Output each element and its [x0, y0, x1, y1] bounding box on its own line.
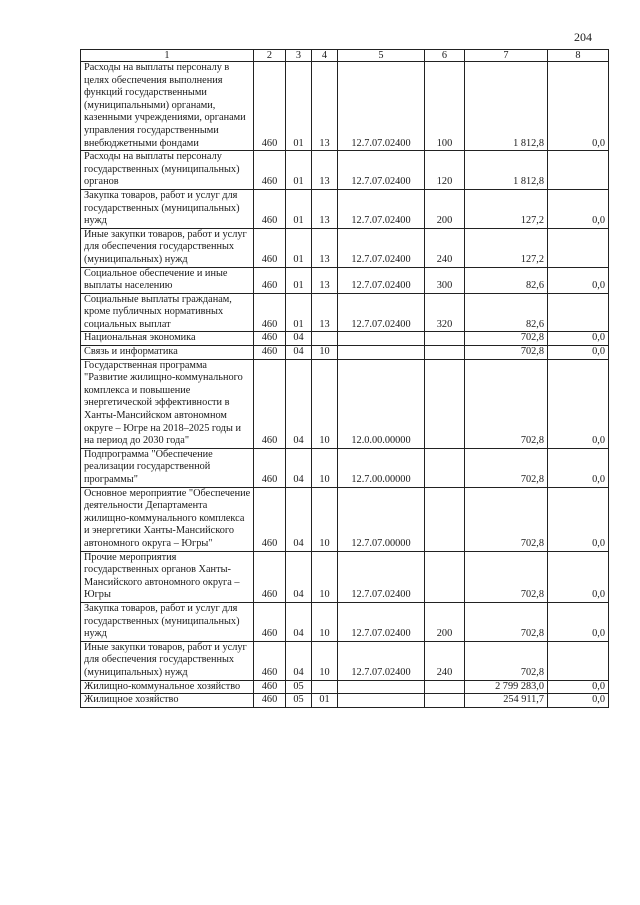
expense-type-code: [425, 448, 465, 487]
section-code: 01: [286, 267, 312, 293]
amount: 1 812,8: [465, 62, 548, 151]
grbs-code: 460: [254, 551, 286, 602]
expense-name: Государственная программа "Развитие жилищно-коммунального комплекса и повышение энергетической эффективности в Ханты-Мансийском автономном округе – Югре на 2018–2025 годы и на период до 2030 года": [81, 359, 254, 448]
table-row: [81, 487, 609, 551]
amount-change: [548, 228, 609, 267]
amount-change: 0,0: [548, 332, 609, 346]
section-code: 01: [286, 228, 312, 267]
amount: 82,6: [465, 267, 548, 293]
expense-name: Жилищно-коммунальное хозяйство: [81, 680, 254, 694]
target-article-code: [338, 680, 425, 694]
section-code: 01: [286, 62, 312, 151]
amount: 127,2: [465, 228, 548, 267]
column-header: 6: [425, 50, 465, 62]
target-article-code: 12.7.07.02400: [338, 228, 425, 267]
table-row: [81, 602, 609, 641]
section-code: 01: [286, 293, 312, 332]
grbs-code: 460: [254, 267, 286, 293]
subsection-code: [312, 332, 338, 346]
subsection-code: 13: [312, 267, 338, 293]
target-article-code: 12.7.07.02400: [338, 293, 425, 332]
expense-type-code: 300: [425, 267, 465, 293]
subsection-code: 10: [312, 448, 338, 487]
amount-change: 0,0: [548, 62, 609, 151]
amount: 254 911,7: [465, 694, 548, 708]
subsection-code: 10: [312, 359, 338, 448]
grbs-code: 460: [254, 293, 286, 332]
subsection-code: 13: [312, 293, 338, 332]
expense-name: Расходы на выплаты персоналу государственных (муниципальных) органов: [81, 151, 254, 190]
column-header: 8: [548, 50, 609, 62]
budget-table: [80, 49, 609, 708]
table-row: [81, 332, 609, 346]
amount: 702,8: [465, 602, 548, 641]
subsection-code: [312, 680, 338, 694]
subsection-code: 10: [312, 487, 338, 551]
column-header: 7: [465, 50, 548, 62]
expense-name: Социальное обеспечение и иные выплаты населению: [81, 267, 254, 293]
column-header: 4: [312, 50, 338, 62]
section-code: 04: [286, 487, 312, 551]
target-article-code: 12.0.00.00000: [338, 359, 425, 448]
table-row: [81, 151, 609, 190]
amount-change: 0,0: [548, 602, 609, 641]
expense-name: Подпрограмма "Обеспечение реализации государственной программы": [81, 448, 254, 487]
section-code: 01: [286, 189, 312, 228]
table-row: [81, 62, 609, 151]
expense-name: Закупка товаров, работ и услуг для государственных (муниципальных) нужд: [81, 189, 254, 228]
column-header: 3: [286, 50, 312, 62]
grbs-code: 460: [254, 332, 286, 346]
section-code: 04: [286, 551, 312, 602]
amount: 702,8: [465, 359, 548, 448]
table-row: [81, 293, 609, 332]
column-header: 1: [81, 50, 254, 62]
grbs-code: 460: [254, 346, 286, 360]
amount-change: [548, 641, 609, 680]
table-row: [81, 346, 609, 360]
table-row: [81, 189, 609, 228]
expense-type-code: [425, 359, 465, 448]
subsection-code: 13: [312, 151, 338, 190]
column-header: 2: [254, 50, 286, 62]
expense-name: Иные закупки товаров, работ и услуг для обеспечения государственных (муниципальных) нужд: [81, 641, 254, 680]
expense-type-code: [425, 332, 465, 346]
expense-type-code: 200: [425, 189, 465, 228]
subsection-code: 13: [312, 189, 338, 228]
expense-type-code: 100: [425, 62, 465, 151]
table-row: [81, 551, 609, 602]
target-article-code: 12.7.07.02400: [338, 62, 425, 151]
section-code: 04: [286, 602, 312, 641]
target-article-code: 12.7.07.00000: [338, 487, 425, 551]
table-row: [81, 228, 609, 267]
subsection-code: 10: [312, 551, 338, 602]
expense-type-code: 200: [425, 602, 465, 641]
target-article-code: 12.7.07.02400: [338, 551, 425, 602]
expense-type-code: [425, 487, 465, 551]
grbs-code: 460: [254, 694, 286, 708]
amount-change: 0,0: [548, 359, 609, 448]
expense-type-code: [425, 694, 465, 708]
section-code: 05: [286, 694, 312, 708]
subsection-code: 13: [312, 228, 338, 267]
subsection-code: 10: [312, 346, 338, 360]
target-article-code: [338, 346, 425, 360]
target-article-code: 12.7.07.02400: [338, 602, 425, 641]
expense-name: Расходы на выплаты персоналу в целях обеспечения выполнения функций государственными (муниципальными) органами, казенными учреждениями, органами управления государственными внебюджетными фондами: [81, 62, 254, 151]
table-row: [81, 359, 609, 448]
table-row: [81, 641, 609, 680]
section-code: 04: [286, 332, 312, 346]
column-header: 5: [338, 50, 425, 62]
expense-name: Основное мероприятие "Обеспечение деятельности Департамента жилищно-коммунального комплекса и энергетики Ханты-Мансийского автономного округа – Югры": [81, 487, 254, 551]
grbs-code: 460: [254, 641, 286, 680]
amount: 702,8: [465, 641, 548, 680]
amount: 702,8: [465, 487, 548, 551]
section-code: 04: [286, 641, 312, 680]
grbs-code: 460: [254, 189, 286, 228]
amount-change: 0,0: [548, 694, 609, 708]
grbs-code: 460: [254, 62, 286, 151]
amount: 702,8: [465, 551, 548, 602]
amount-change: [548, 151, 609, 190]
table-row: [81, 267, 609, 293]
expense-name: Закупка товаров, работ и услуг для государственных (муниципальных) нужд: [81, 602, 254, 641]
amount-change: 0,0: [548, 487, 609, 551]
amount: 2 799 283,0: [465, 680, 548, 694]
grbs-code: 460: [254, 602, 286, 641]
section-code: 04: [286, 448, 312, 487]
table-body: [81, 62, 609, 708]
amount-change: 0,0: [548, 346, 609, 360]
amount: 702,8: [465, 332, 548, 346]
subsection-code: 10: [312, 641, 338, 680]
amount-change: 0,0: [548, 189, 609, 228]
target-article-code: 12.7.07.02400: [338, 189, 425, 228]
amount: 127,2: [465, 189, 548, 228]
section-code: 05: [286, 680, 312, 694]
section-code: 04: [286, 346, 312, 360]
target-article-code: 12.7.07.02400: [338, 641, 425, 680]
expense-type-code: 120: [425, 151, 465, 190]
amount-change: 0,0: [548, 680, 609, 694]
section-code: 04: [286, 359, 312, 448]
expense-name: Прочие мероприятия государственных органов Ханты-Мансийского автономного округа – Югры: [81, 551, 254, 602]
amount-change: [548, 293, 609, 332]
amount-change: 0,0: [548, 448, 609, 487]
expense-name: Жилищное хозяйство: [81, 694, 254, 708]
expense-name: Социальные выплаты гражданам, кроме публичных нормативных социальных выплат: [81, 293, 254, 332]
amount-change: 0,0: [548, 267, 609, 293]
amount: 702,8: [465, 346, 548, 360]
page-number: 204: [574, 30, 592, 44]
expense-name: Иные закупки товаров, работ и услуг для обеспечения государственных (муниципальных) нужд: [81, 228, 254, 267]
subsection-code: 10: [312, 602, 338, 641]
amount: 1 812,8: [465, 151, 548, 190]
target-article-code: [338, 332, 425, 346]
expense-name: Связь и информатика: [81, 346, 254, 360]
target-article-code: 12.7.07.02400: [338, 267, 425, 293]
table-row: [81, 680, 609, 694]
subsection-code: 01: [312, 694, 338, 708]
section-code: 01: [286, 151, 312, 190]
target-article-code: 12.7.07.02400: [338, 151, 425, 190]
expense-type-code: 320: [425, 293, 465, 332]
grbs-code: 460: [254, 151, 286, 190]
expense-type-code: 240: [425, 641, 465, 680]
amount: 702,8: [465, 448, 548, 487]
grbs-code: 460: [254, 228, 286, 267]
expense-type-code: [425, 551, 465, 602]
amount-change: 0,0: [548, 551, 609, 602]
grbs-code: 460: [254, 680, 286, 694]
grbs-code: 460: [254, 448, 286, 487]
header-row: [81, 50, 609, 62]
target-article-code: [338, 694, 425, 708]
table-row: [81, 448, 609, 487]
expense-name: Национальная экономика: [81, 332, 254, 346]
grbs-code: 460: [254, 359, 286, 448]
table-row: [81, 694, 609, 708]
target-article-code: 12.7.00.00000: [338, 448, 425, 487]
expense-type-code: [425, 680, 465, 694]
grbs-code: 460: [254, 487, 286, 551]
amount: 82,6: [465, 293, 548, 332]
expense-type-code: 240: [425, 228, 465, 267]
expense-type-code: [425, 346, 465, 360]
subsection-code: 13: [312, 62, 338, 151]
